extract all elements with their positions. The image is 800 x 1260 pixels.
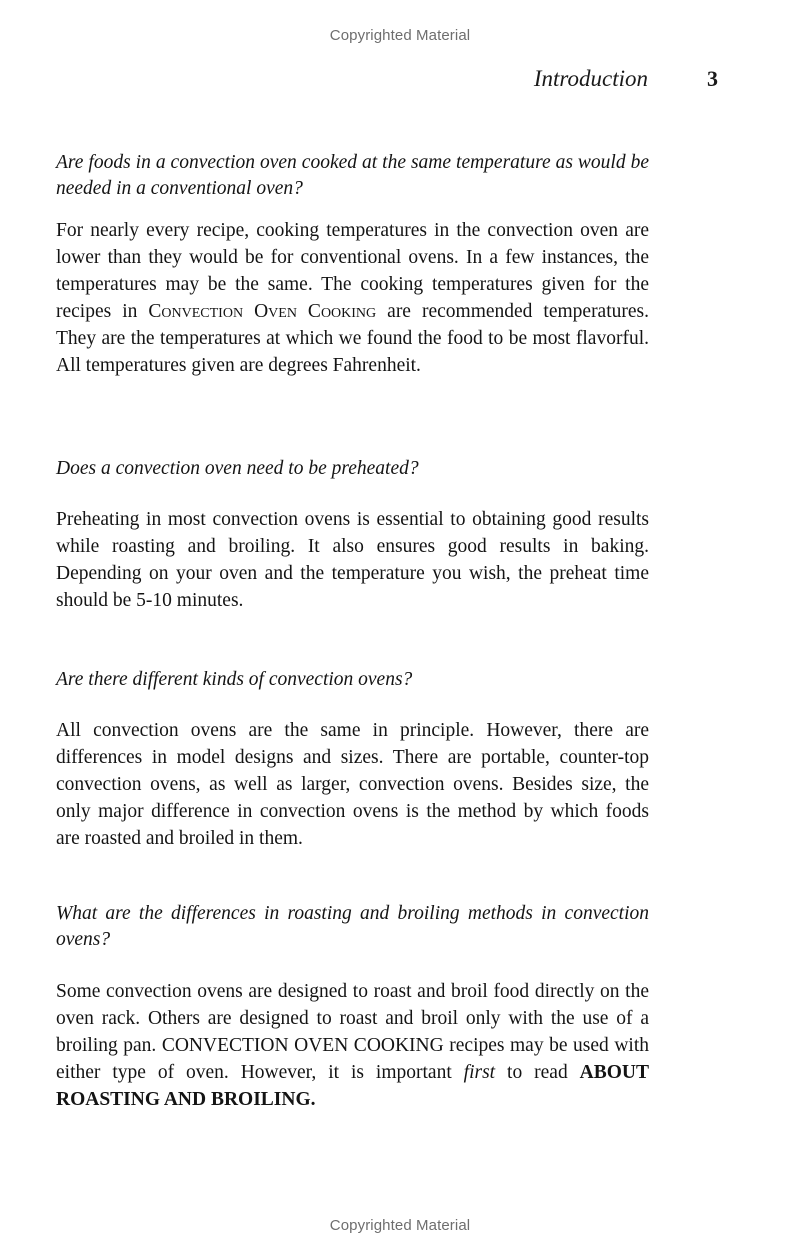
chapter-title: Introduction xyxy=(533,66,648,91)
copyright-watermark-bottom: Copyrighted Material xyxy=(329,1217,471,1234)
answer-1 xyxy=(56,217,649,379)
question-3: Are there different kinds of convection ovens? xyxy=(56,669,413,690)
question-2: Does a convection oven need to be preheated? xyxy=(56,458,419,479)
answer-4 xyxy=(56,978,649,1113)
book-title-reference: Convection Oven Cooking xyxy=(148,301,377,322)
running-header xyxy=(56,66,718,96)
answer-4-text-b: recipes may be used with either type of oven. However, it is important xyxy=(56,1035,650,1083)
answer-3: All convection ovens are the same in principle. However, there are differences in model designs and sizes. There are portable, counter-top convection ovens, as well as larger, convection ovens. Besides size, the only major difference in convection ovens is the method by which foods are roasted and broiled in them. xyxy=(56,720,649,849)
copyright-watermark-top: Copyrighted Material xyxy=(329,27,471,44)
answer-1-text-a: For nearly every recipe, cooking temperatures in the convection oven are lower than they would be for conventional ovens. In a few instances, the temperatures may be the same. The cooking temperatures given for the recipes in xyxy=(56,220,649,322)
question-1: Are foods in a convection oven cooked at the same temperature as would be needed in a conventional oven? xyxy=(56,152,649,199)
section-cross-reference: ABOUT ROASTING AND BROILING. xyxy=(56,1062,649,1110)
page-number: 3 xyxy=(707,66,718,91)
emphasis-first: first xyxy=(463,1062,496,1083)
answer-2: Preheating in most convection ovens is essential to obtaining good results while roasting and broiling. It also ensures good results in baking. Depending on your oven and the temperature you wish, the preheat time should be 5-10 minutes. xyxy=(56,509,649,611)
answer-4-text-c: to read xyxy=(495,1062,580,1083)
answer-4-text-a: Some convection ovens are designed to roast and broil food directly on the oven rack. Others are designed to roast and broil only with the use of a broiling pan. xyxy=(56,981,649,1056)
answer-1-text-b: are recommended temperatures. They are the temperatures at which we found the food to be most flavorful. All temperatures given are degrees Fahrenheit. xyxy=(56,301,649,376)
book-title-reference-caps: CONVECTION OVEN COOKING xyxy=(161,1035,444,1056)
question-4: What are the differences in roasting and broiling methods in convection ovens? xyxy=(56,903,649,950)
